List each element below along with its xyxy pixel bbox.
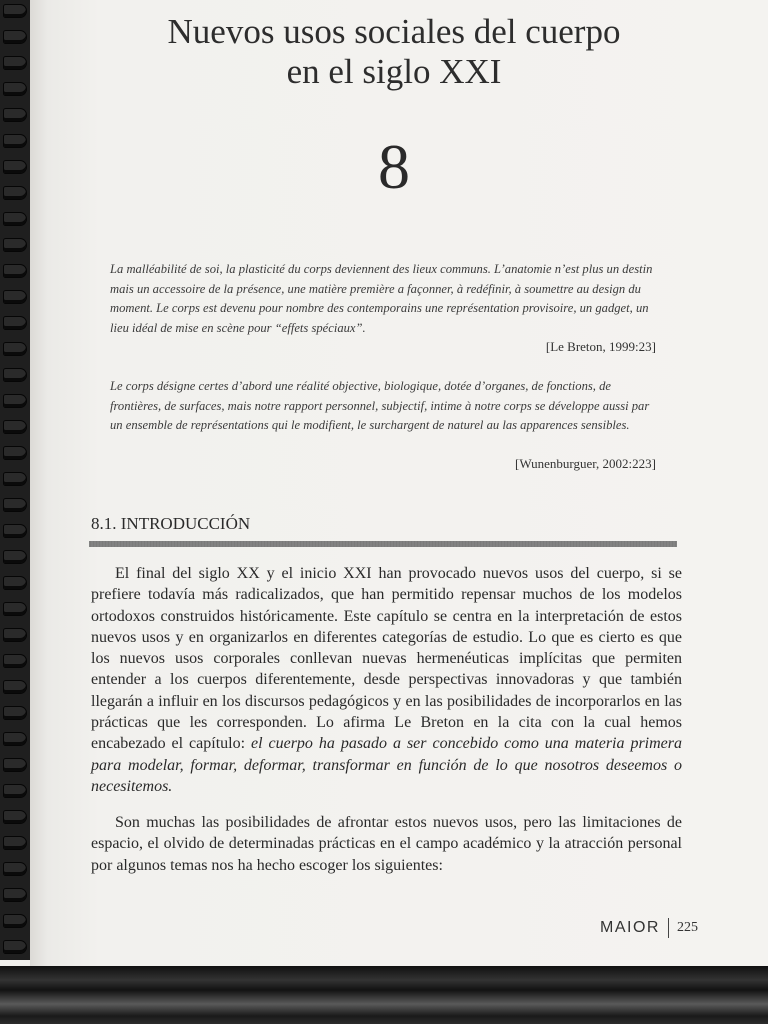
journal-name: MAIOR [600,919,660,936]
spiral-loop [3,56,27,70]
spiral-loop [3,30,27,44]
spiral-loop [3,160,27,174]
spiral-loop [3,420,27,434]
body-paragraph-1 [91,563,682,797]
spiral-loop [3,706,27,720]
spiral-loop [3,680,27,694]
epigraph-le-breton: La malléabilité de soi, la plasticité du corps deviennent des lieux communs. L’anatomie n’est plus un destin mais un accessoire de la présence, une matière première a façonner, à redéfinir, à soumettre au design du moment. Le corps est devenu pour nombre des contemporains une représentation provisoire, un gadget, un lieu idéal de mise en scène pour “effets spéciaux”. [110,262,653,335]
spiral-loop [3,758,27,772]
spiral-loop [3,238,27,252]
spiral-loop [3,732,27,746]
page-footer [600,918,698,938]
spiral-loop [3,602,27,616]
spiral-loop [3,82,27,96]
spiral-loop [3,940,27,954]
spiral-loop [3,576,27,590]
spiral-loop [3,524,27,538]
spiral-loop [3,550,27,564]
body-paragraph-1-text: El final del siglo XX y el inicio XXI han provocado nuevos usos del cuerpo, si se prefiere todavía más radicalizados, que han permitido repensar muchos de los modelos ortodoxos construidos históricamente. Este capítulo se centra en la interpretación de estos nuevos usos y en organizarlos en diferentes categorías de estudio. Lo que es cierto es que los nuevos usos corporales conllevan nuevas hermenéuticas implícitas que permiten entender a los cuerpos diferentemente, desde perspectivas innovadoras y que también llegarán a influir en los discursos pedagógicos y en las posibilidades de incorporarlos en las prácticas que les corresponden. Lo afirma Le Breton en la cita con la cual hemos encabezado el capítulo: [91,565,682,753]
spiral-loop [3,498,27,512]
epigraph-wunenburguer: Le corps désigne certes d’abord une réalité objective, biologique, dotée d’organes, de fonctions, de frontières, de surfaces, mais notre rapport personnel, subjectif, intime à notre corps se développe aussi par un ensemble de représentations qui le modifient, le surchargent de naturel au las apparences sensibles. [110,379,650,432]
body-paragraph-2 [91,812,682,876]
spiral-loop [3,134,27,148]
spiral-loop [3,394,27,408]
spiral-loop [3,836,27,850]
spiral-loop [3,4,27,18]
epigraph-citation-le-breton: [Le Breton, 1999:23] [545,339,656,354]
body-paragraph-1-quote: el cuerpo ha pasado a ser concebido como una materia primera para modelar, formar, deformar, transformar en función de lo que nosotros deseemos o necesitemos. [91,735,682,795]
spiral-loop [3,654,27,668]
chapter-title-line-2: en el siglo XXI [286,52,502,91]
spiral-loop [3,108,27,122]
spiral-loop [3,368,27,382]
spiral-loop [3,862,27,876]
chapter-title [60,12,728,92]
chapter-title-line-1: Nuevos usos sociales del cuerpo [167,12,621,51]
spiral-loop [3,446,27,460]
footer-divider [668,918,669,938]
spiral-loop [3,914,27,928]
spiral-loop [3,264,27,278]
spiral-loop [3,888,27,902]
spiral-loop [3,290,27,304]
spiral-loop [3,628,27,642]
spiral-loop [3,186,27,200]
chapter-number: 8 [378,131,410,202]
scanner-edge-shadow [0,966,768,1024]
spiral-binding [0,0,30,960]
epigraph-citation-wunenburguer: [Wunenburguer, 2002:223] [515,456,656,471]
body-paragraph-2-text: Son muchas las posibilidades de afrontar estos nuevos usos, pero las limitaciones de espacio, el olvido de determinadas prácticas en el campo académico y la atracción personal por algunos temas nos ha hecho escoger los siguientes: [91,814,682,874]
spiral-loop [3,212,27,226]
section-heading: 8.1. INTRODUCCIÓN [91,514,251,533]
spiral-loop [3,472,27,486]
spiral-loop [3,784,27,798]
spiral-loop [3,342,27,356]
spiral-loop [3,316,27,330]
page-number: 225 [676,920,698,935]
section-divider [89,541,677,547]
spiral-loop [3,810,27,824]
